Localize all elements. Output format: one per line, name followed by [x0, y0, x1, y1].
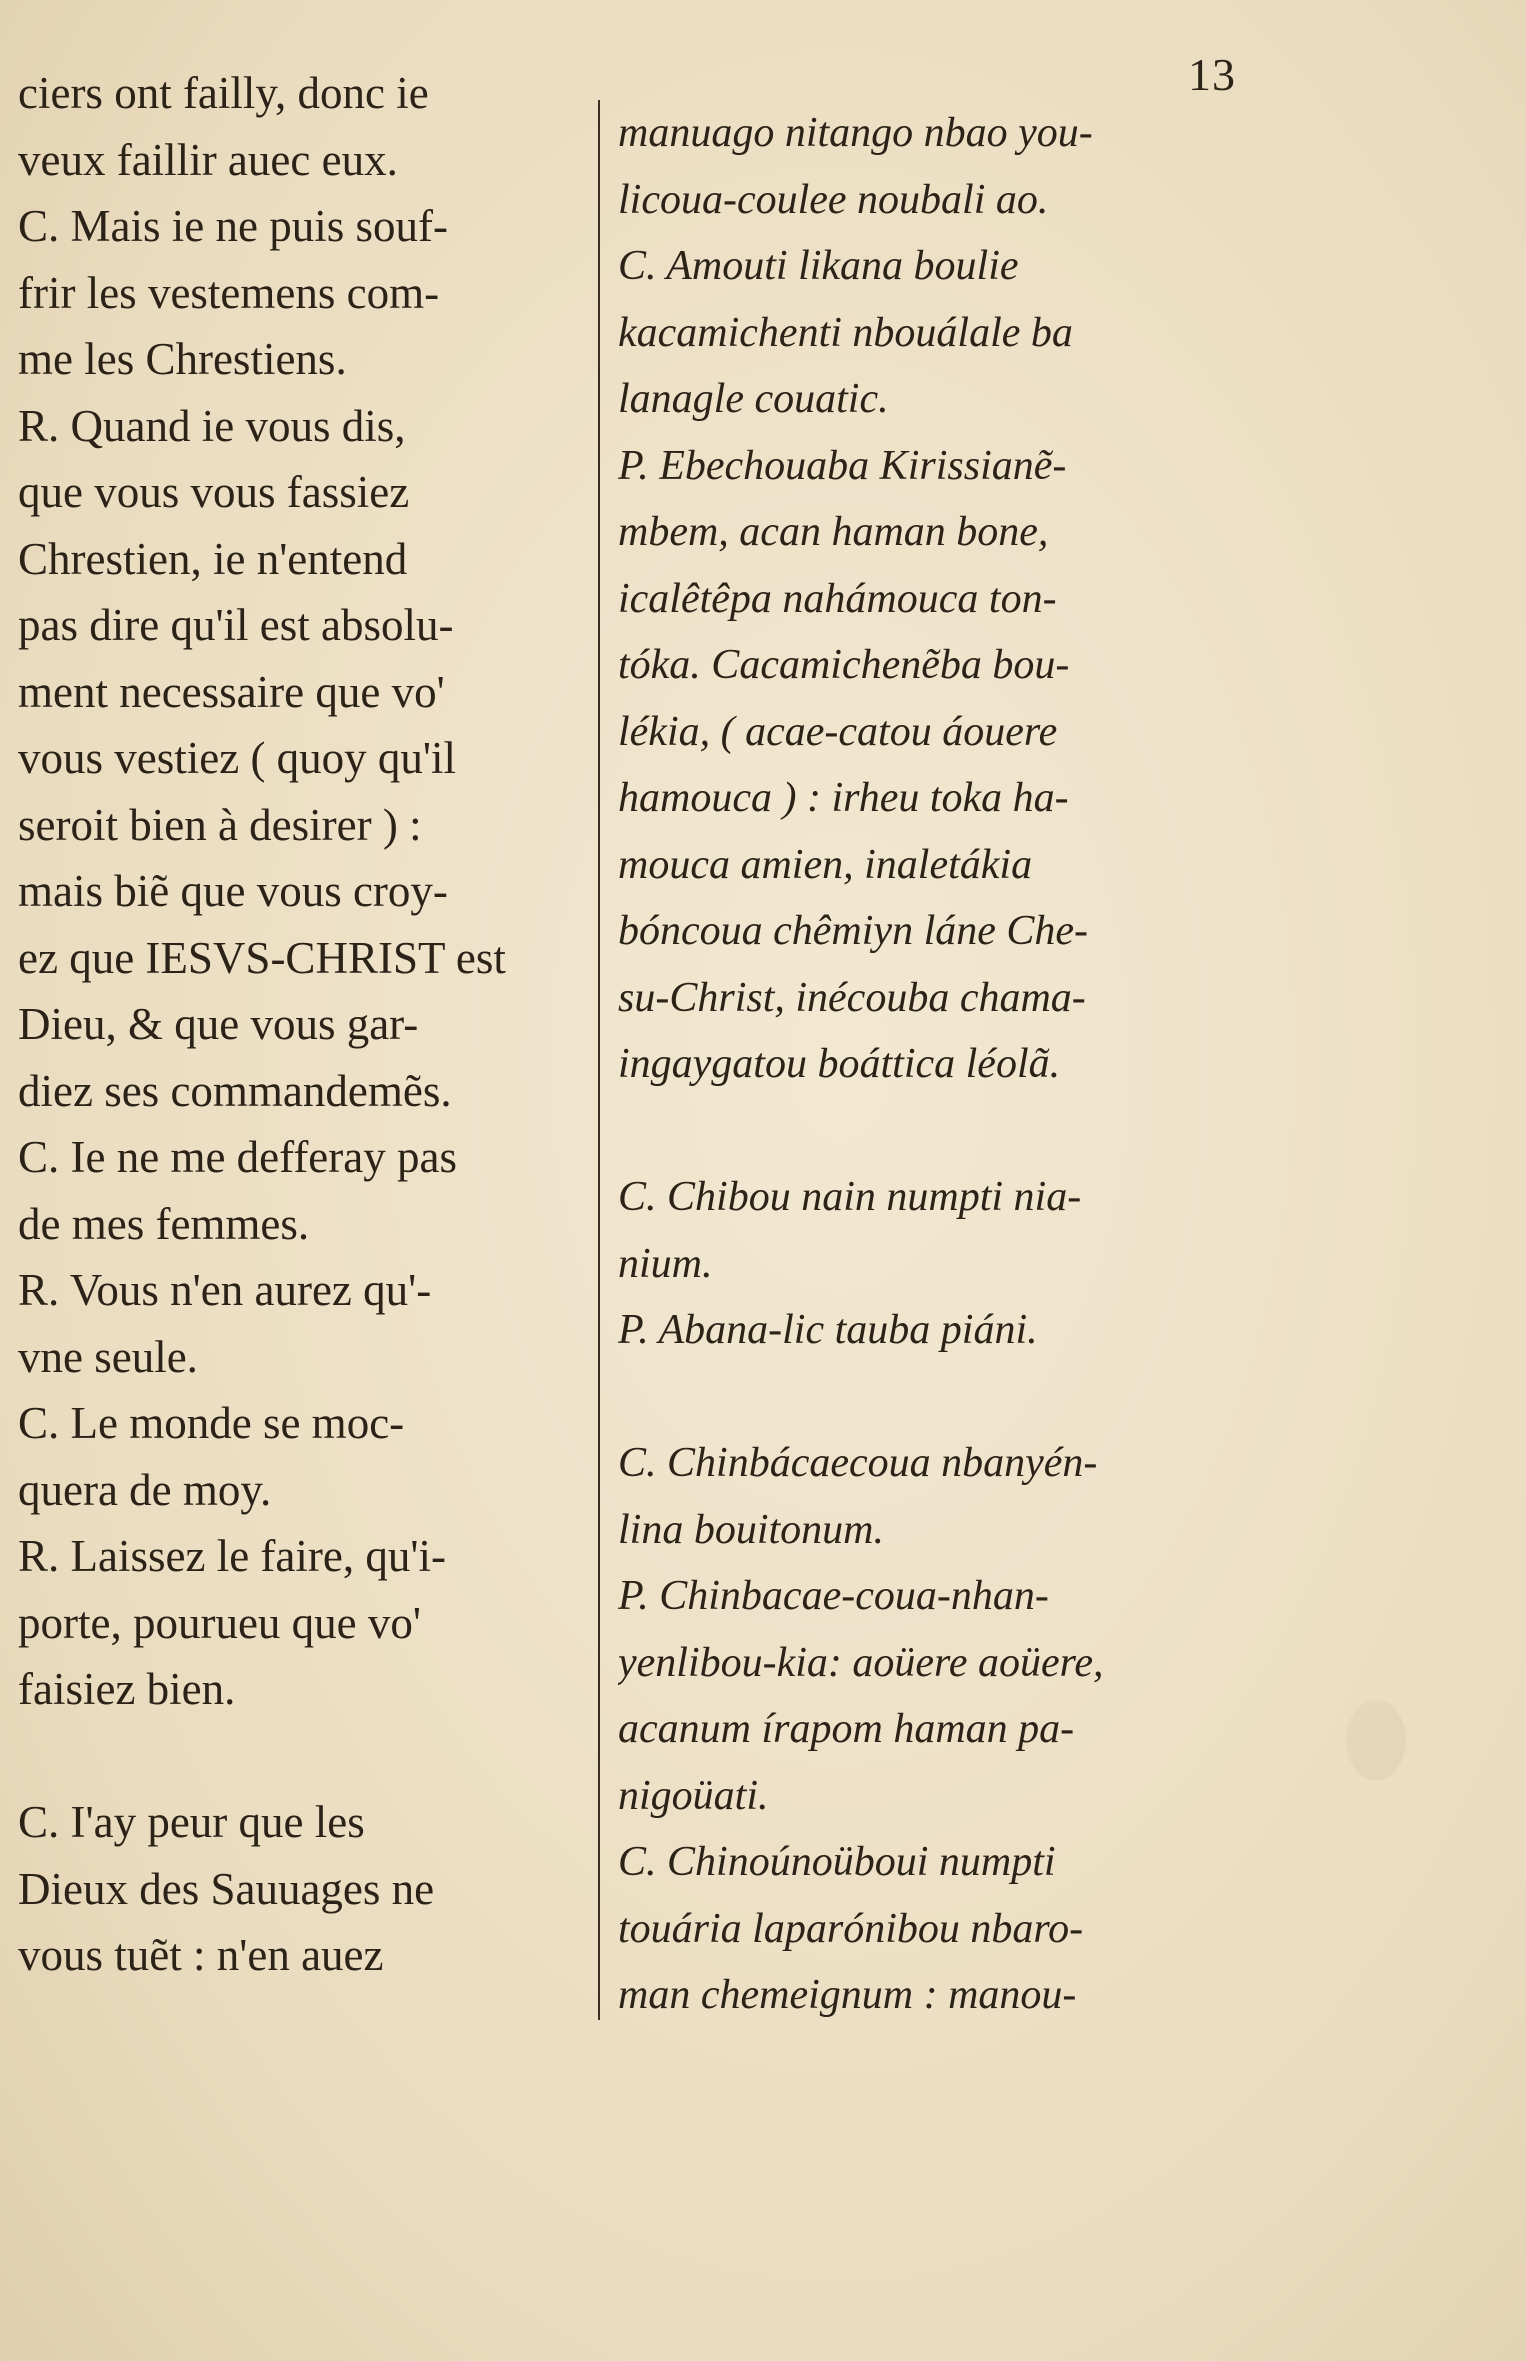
- french-line: me les Chrestiens.: [18, 334, 347, 384]
- native-line: mouca amien, inaletákia: [618, 841, 1033, 888]
- french-line: Chrestien, ie n'entend: [18, 533, 408, 584]
- native-line: man chemeignum : manou-: [618, 1972, 1077, 2018]
- french-line: R. Laissez le faire, qu'i-: [18, 1531, 446, 1581]
- french-line: R. Vous n'en aurez qu'-: [18, 1265, 432, 1315]
- native-line: ingaygatou boáttica léolã.: [618, 1041, 1061, 1087]
- native-line: licoua-coulee noubali ao.: [618, 176, 1049, 223]
- native-line: C. Amouti likana boulie: [618, 243, 1019, 289]
- french-line: Dieux des Sauuages ne: [18, 1863, 435, 1914]
- french-line: pas dire qu'il est absolu-: [18, 600, 454, 650]
- native-line: lina bouitonum.: [618, 1506, 885, 1553]
- french-line: ez que IESVS-CHRIST est: [18, 932, 506, 983]
- paper-stain: [1346, 1700, 1406, 1780]
- native-line: tóka. Cacamichenẽba bou-: [618, 642, 1070, 688]
- french-line: faisiez bien.: [18, 1664, 236, 1714]
- native-line: touária laparónibou nbaro-: [618, 1905, 1084, 1952]
- native-line: C. Chinbácaecoua nbanyén-: [618, 1440, 1098, 1486]
- native-line: [618, 1364, 1238, 1431]
- french-line: vous tuẽt : n'en auez: [18, 1930, 384, 1980]
- native-line: P. Chinbacae-coua-nhan-: [618, 1573, 1049, 1619]
- native-line: C. Chinoúnoüboui numpti: [618, 1839, 1056, 1885]
- french-line: C. Ie ne me defferay pas: [18, 1132, 457, 1182]
- french-column: [18, 60, 583, 1989]
- french-line: ment necessaire que vo': [18, 666, 445, 717]
- native-line: kacamichenti nbouálale ba: [618, 309, 1073, 356]
- french-line: ciers ont failly, donc ie: [18, 68, 429, 118]
- page-number: 13: [1188, 49, 1236, 100]
- french-line: frir les vestemens com-: [18, 267, 440, 318]
- native-line: lanagle couatic.: [618, 376, 889, 422]
- native-line: icalêtêpa nahámouca ton-: [618, 575, 1057, 622]
- native-line: hamouca ) : irheu toka ha-: [618, 775, 1069, 821]
- native-line: mbem, acan haman bone,: [618, 509, 1049, 555]
- native-line: yenlibou-kia: aoüere aoüere,: [618, 1639, 1104, 1686]
- french-line: mais biẽ que vous croy-: [18, 866, 448, 916]
- french-line: veux faillir auec eux.: [18, 134, 398, 185]
- native-line: [618, 1098, 1238, 1165]
- french-line: diez ses commandemẽs.: [18, 1065, 452, 1116]
- french-line: C. Le monde se moc-: [18, 1398, 405, 1448]
- french-line: porte, pourueu que vo': [18, 1597, 422, 1648]
- french-line: que vous vous fassiez: [18, 467, 410, 517]
- column-divider: [598, 100, 600, 2020]
- french-line: de mes femmes.: [18, 1198, 310, 1249]
- french-line: C. I'ay peur que les: [18, 1797, 365, 1847]
- french-line: vous vestiez ( quoy qu'il: [18, 733, 457, 783]
- french-line: Dieu, & que vous gar-: [18, 999, 419, 1049]
- french-line: seroit bien à desirer ) :: [18, 799, 422, 850]
- native-line: C. Chibou nain numpti nia-: [618, 1174, 1082, 1220]
- native-line: nium.: [618, 1240, 713, 1287]
- native-line: manuago nitango nbao you-: [618, 110, 1093, 156]
- french-line: [18, 1723, 583, 1790]
- native-language-column: [618, 100, 1238, 2029]
- french-line: quera de moy.: [18, 1464, 272, 1515]
- french-line: R. Quand ie vous dis,: [18, 400, 406, 451]
- french-line: vne seule.: [18, 1331, 198, 1382]
- native-line: P. Abana-lic tauba piáni.: [618, 1307, 1038, 1353]
- native-line: acanum írapom haman pa-: [618, 1706, 1075, 1752]
- french-line: C. Mais ie ne puis souf-: [18, 201, 448, 251]
- native-line: P. Ebechouaba Kirissianẽ-: [618, 442, 1067, 489]
- native-line: su-Christ, inécouba chama-: [618, 974, 1086, 1021]
- native-line: bóncoua chêmiyn láne Che-: [618, 908, 1089, 954]
- native-line: lékia, ( acae-catou áouere: [618, 708, 1058, 755]
- native-line: nigoüati.: [618, 1772, 769, 1819]
